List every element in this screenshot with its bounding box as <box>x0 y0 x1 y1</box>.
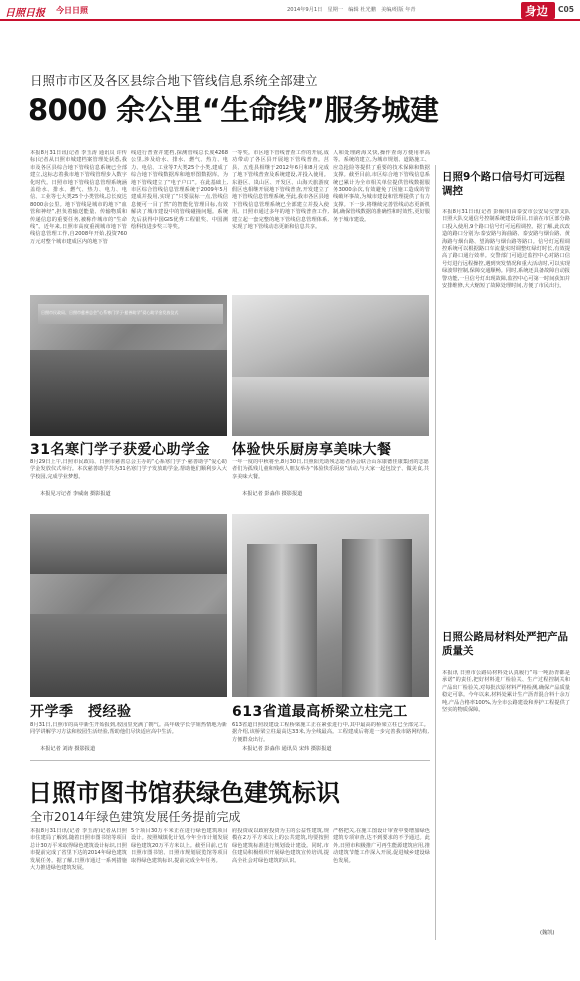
sidebar-divider <box>435 165 436 940</box>
lead-kicker: 日照市市区及各区县综合地下管线信息系统全部建立 <box>30 73 318 88</box>
scholarship-photo <box>30 295 227 436</box>
section-name: 身边 <box>525 4 548 18</box>
sidebar-top-body: 本报8月31日讯(记者 彭佩伟)由泰安市公安局交警支队日照大队交通信号控制系统建设项目,日前在市区部分路口投入使用,9个路口信号灯可远程调控。据了解,此次改造的路口分别为:泰安路与海曲路、泰安路与烟台路、黄海路与烟台路、望海路与烟台路等路口。信号灯远程调控系统可以根据路口车流量实时调整红绿灯时长,有效提高了路口通行效率。交警部门可通过监控中心对路口信号灯进行远程操控,遇到突发情况和重大活动时,可以实现绿波带控制,保障交通顺畅。同时,系统还具备故障自动报警功能,一旦信号灯出现故障,监控中心可第一时间获知并安排维修,大大缩短了故障处理时间,方便了市民出行。 <box>442 209 570 290</box>
school-photo <box>30 514 227 697</box>
dumpling-table <box>232 377 429 436</box>
kitchen-photo <box>232 295 429 436</box>
page-number: C05 <box>558 5 574 14</box>
photo-story-title-4: 613省道最高桥梁立柱完工 <box>232 704 408 720</box>
bridge-pillar-right <box>342 539 412 697</box>
header-bar <box>0 0 580 20</box>
school-building <box>30 514 227 574</box>
photo-story-body-4: 613省道日照段建设工程桥梁施工正在紧张进行中,其中最高的桥梁立柱已全部完工。据介绍,该桥梁立柱最高达33米,为全线最高。工程建成后将进一步完善我市路网结构,方便群众出行。 <box>232 722 429 743</box>
scholarship-banner <box>38 304 223 324</box>
date-line: 2014年9月1日 星期一 编辑 杜光鹏 美编/组版 年青 <box>287 7 416 13</box>
photo-story-title-1: 31名寒门学子获爱心助学金 <box>30 442 210 458</box>
bottom-body-col1: 本报8月31日讯(记者 李玉涛)记者从日照市住建局了解到,随着日照市图书馆等项目总计30万平米取得绿色建筑设计标识,日照市提前完成了省里下达的2014年绿色建筑发展任务。据了解,日照市通过一系列措施大力推进绿色建筑发展。 <box>30 828 127 872</box>
bridge-photo <box>232 514 429 697</box>
bridge-pillar-left <box>247 544 317 697</box>
students-group <box>30 350 227 436</box>
photo-story-credit-4: 本报记者 彭淼伟 通讯员 宋炜 摄影报道 <box>242 746 332 752</box>
header-rule <box>0 19 580 21</box>
bottom-body-col2: 5个项目30万平米正在进行绿色建筑项目设计。按照城镇化计划,今年全市计划发展绿色建筑20万平方米以上。截至目前,已有日照市图书馆、日照市规划展览馆等项目取得绿色建筑标识,提前完成全年任务。 <box>131 828 228 864</box>
lead-headline: 8000 余公里“生命线”服务城建 <box>28 93 439 127</box>
bottom-headline: 日照市图书馆获绿色建筑标识 <box>28 779 340 807</box>
photo-story-body-3: 8月31日,日照市的高中新生开始报到,校园里充满了朝气。高年级学长学姐热情地为新同学讲解学习方法和校园生活经验,帮助他们尽快适应高中生活。 <box>30 722 227 736</box>
photo-story-credit-3: 本报记者 刘涛 摄影报道 <box>40 746 96 752</box>
masthead-logo: 日照日报 <box>5 8 45 19</box>
sidebar-bottom-title: 日照公路局材料处严把产品质量关 <box>442 631 568 657</box>
students-crowd <box>30 614 227 697</box>
photo-story-title-2: 体验快乐厨房享美味大餐 <box>232 442 392 458</box>
lead-body-col2: 线进行普查并建档,探测管线总长度4268公里,涉及给水、排水、燃气、热力、电力、电信、工业等7大类25个小类,建成了综合地下管线数据库和地形图数据库。为地下管线建立了“电子户口”。在此基础上,市区综合管线信息管理系统于2009年5月建成并投用,实现了“只要鼠标一点,管线信息便可一目了然”的智能化管理目标,有效解决了城市建设中的管线碰撞问题。系统先后获得中国GIS优秀工程银奖、中国测绘科技进步奖三等奖。 <box>131 150 228 231</box>
section-tab <box>521 2 555 19</box>
sidebar-bottom-body: 本报讯 日照市公路局材料处认真履行“每一吨沥青都是承诺”的责任,把好材料进厂检验关、生产过程控制关和产品出厂检验关,对每批次原材料严格检测,确保产品质量稳定可靠。今年以来,材料处累计生产沥青混合料十余万吨,产品合格率100%,为全市公路建设和养护工程提供了坚实的物质保障。 <box>442 670 570 714</box>
bottom-subheadline: 全市2014年绿色建筑发展任务提前完成 <box>30 810 241 824</box>
lead-body-col1: 本报8月31日讯(记者 李玉涛 通讯员 许传标)记者从日照市城建档案管理处获悉,我市及各区县综合地下管线信息系统已全部建立,这标志着我市地下管线管理步入数字化时代。日照市地下管线信息管理系统涵盖给水、排水、燃气、热力、电力、电信、工业等七大类25个小类管线,总长度达8000余公里。地下管线是城市的地下“血管和神经”,担负着输送能量、传输物质和传递信息的重要任务,被称作城市的“生命线”。近年来,日照市高度重视城市地下管线信息管理工作,自2008年开始,投资760万元对整个城市建成区内的地下管 <box>30 150 127 245</box>
photo-story-body-1: 8月29日上午,日照市民政局、日照市慈善总会主办的“心系寒门学子·慈善助学”爱心助学金发放仪式举行。本次慈善助学共为31名寒门学子发放助学金,帮助他们顺利步入大学校园,完成学业梦想。 <box>30 459 227 480</box>
sidebar-bottom-credit: (魏凯) <box>540 930 555 936</box>
edition-name: 今日日照 <box>56 6 88 15</box>
lead-body-col3: 一等奖。市区地下管线普查工作的开展,成功带动了各区县开展地下管线普查。莒县、五莲县相继于2012年6月和8月完成了地下管线普查及系统建设,并投入使用。东港区、岚山区、开发区、山海天旅游度假区也相继开展地下管线普查,开发建立了地下管线信息管理系统,至此,我市各区县地下管线信息管理系统已全部建立并投入使用。日照市通过多年的地下管线普查工作,建立起一套完整的地下管线信息管理体系,实现了地下管线动态更新和信息共享。 <box>232 150 329 231</box>
bottom-body-col4: 严格把关,在施工图设计审查中要增加绿色建筑专项审查,达不到要求的不予通过。此外,日照市积极推广可再生能源建筑应用,推动建筑节能工作深入开展,促进城乡建设绿色发展。 <box>333 828 430 864</box>
photo-story-credit-2: 本报记者 彭淼伟 摄影报道 <box>242 491 303 497</box>
scholarship-banner-text: 日照市民政局、日照市慈善总会“心系寒门学子·慈善助学”爱心助学金发放仪式 <box>41 310 179 315</box>
bottom-body-col3: 府投资或以政府投资为主的公益性建筑,规模在2万平方米以上的公共建筑,均要按照绿色建筑标准进行规划设计建设。同时,市住建局积极组织开展绿色建筑宣传培训,提高全社会对绿色建筑的认识。 <box>232 828 329 864</box>
photo-story-credit-1: 本报见习记者 李威南 摄影报道 <box>40 491 111 497</box>
bottom-divider <box>30 760 430 761</box>
lead-body-col4: 人和处理跨海又快,操作查询方便用率高等。系统的建立,为城市规划、道路施工、应急抢险等提供了重要的技术保障和数据支撑。截至目前,市区综合地下管线信息系统已累计为全市相关单位提供管线数据服务3000余次,有效避免了因施工造成的管线破坏事故,为城市建设和管理提供了有力支撑。下一步,将继续完善管线动态更新机制,确保管线数据的准确性和时效性,更好服务于城市建设。 <box>333 150 430 223</box>
photo-story-body-2: 一年一度的中秋将至,8月30日,日照阳光助残志愿者协会联合山东康德佳康集团的志愿者们为孤残儿童和残疾人朋友举办“体验快乐厨房”活动,与大家一起包饺子、做美食,共享美味大餐。 <box>232 459 429 480</box>
photo-story-title-3: 开学季 授经验 <box>30 704 132 720</box>
sidebar-top-title: 日照9个路口信号灯可远程调控 <box>442 171 565 197</box>
